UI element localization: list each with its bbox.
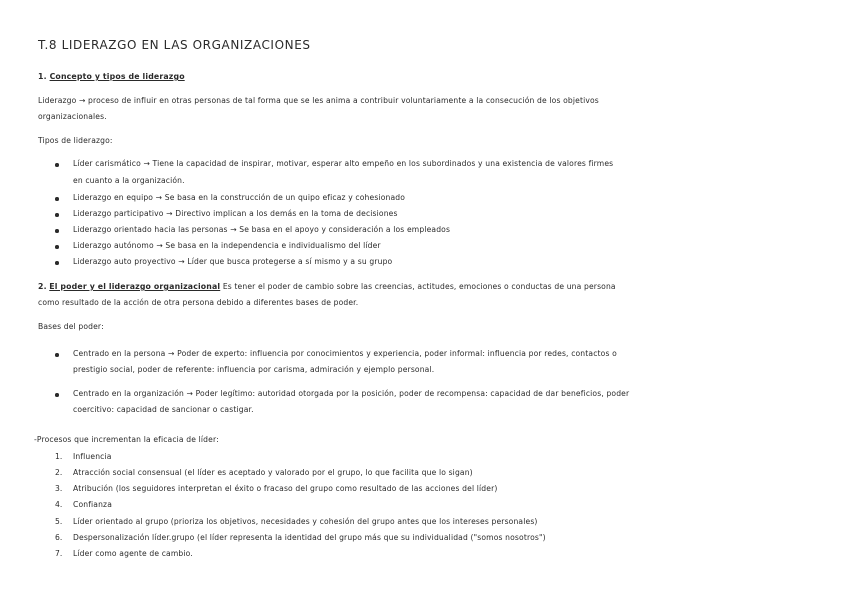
definition-line-1: Liderazgo → proceso de influir en otras personas de tal forma que se les anima a contribuir voluntariamente a la consecución de los objetivos	[38, 96, 599, 105]
bullet-icon	[55, 213, 59, 217]
bullet-icon	[55, 261, 59, 265]
bullet-icon	[55, 393, 59, 397]
process-item-1: Influencia	[73, 452, 112, 461]
process-item-3: Atribución (los seguidores interpretan el éxito o fracaso del grupo como resultado de las acciones del líder)	[73, 484, 498, 493]
bullet-icon	[55, 245, 59, 249]
base-item-1-line-2: prestigio social, poder de referente: influencia por carisma, admiración y ejemplo personal.	[73, 365, 435, 374]
process-number: 1.	[55, 452, 63, 461]
section-2-line-1	[38, 282, 616, 292]
process-item-2: Atracción social consensual (el líder es aceptado y valorado por el grupo, lo que facilita que lo sigan)	[73, 468, 473, 477]
process-item-4: Confianza	[73, 500, 112, 509]
type-item-4: Liderazgo orientado hacia las personas → Se basa en el apoyo y consideración a los empleados	[73, 225, 451, 234]
process-item-7: Líder como agente de cambio.	[73, 549, 193, 558]
type-item-1-line-2: en cuanto a la organización.	[73, 176, 185, 185]
base-item-2-line-2: coercitivo: capacidad de sancionar o castigar.	[73, 405, 254, 414]
base-item-1-line-1: Centrado en la persona → Poder de experto: influencia por conocimientos y experiencia, poder informal: influencia por redes, contactos o	[73, 349, 617, 358]
type-item-3: Liderazgo participativo → Directivo implican a los demás en la toma de decisiones	[73, 209, 398, 218]
section-2-text-1: Es tener el poder de cambio sobre las creencias, actitudes, emociones o conductas de una persona	[222, 282, 616, 291]
process-number: 6.	[55, 533, 63, 542]
type-item-5: Liderazgo autónomo → Se basa en la independencia e individualismo del líder	[73, 241, 381, 250]
bullet-icon	[55, 353, 59, 357]
process-number: 4.	[55, 500, 63, 509]
type-item-2: Liderazgo en equipo → Se basa en la construcción de un quipo eficaz y cohesionado	[73, 193, 406, 202]
processes-label: -Procesos que incrementan la eficacia de líder:	[34, 435, 219, 444]
bases-label: Bases del poder:	[38, 322, 104, 331]
section-2-line-2: como resultado de la acción de otra persona debido a diferentes bases de poder.	[38, 298, 359, 307]
type-item-1-line-1: Líder carismático → Tiene la capacidad de inspirar, motivar, esperar alto empeño en los subordinados y una existencia de valores firmes	[73, 159, 614, 168]
bullet-icon	[55, 229, 59, 233]
section-1-heading	[38, 72, 185, 82]
process-number: 3.	[55, 484, 63, 493]
process-number: 2.	[55, 468, 63, 477]
section-1-title: Concepto y tipos de liderazgo	[49, 72, 185, 81]
process-item-6: Despersonalización líder.grupo (el líder representa la identidad del grupo más que su individualidad ("somos nosotros")	[73, 533, 546, 542]
bullet-icon	[55, 163, 59, 167]
process-item-5: Líder orientado al grupo (prioriza los objetivos, necesidades y cohesión del grupo antes que los intereses personales)	[73, 517, 538, 526]
type-item-6: Liderazgo auto proyectivo → Líder que busca protegerse a sí mismo y a su grupo	[73, 257, 393, 266]
types-label: Tipos de liderazgo:	[38, 136, 113, 145]
process-number: 7.	[55, 549, 63, 558]
process-number: 5.	[55, 517, 63, 526]
section-2-title: El poder y el liderazgo organizacional	[49, 282, 221, 291]
page-title: T.8 LIDERAZGO EN LAS ORGANIZACIONES	[38, 38, 311, 52]
bullet-icon	[55, 197, 59, 201]
section-1-number: 1.	[38, 72, 47, 81]
section-2-number: 2.	[38, 282, 47, 291]
base-item-2-line-1: Centrado en la organización → Poder legítimo: autoridad otorgada por la posición, poder de recompensa: capacidad de dar beneficios, poder	[73, 389, 630, 398]
definition-line-2: organizacionales.	[38, 112, 107, 121]
